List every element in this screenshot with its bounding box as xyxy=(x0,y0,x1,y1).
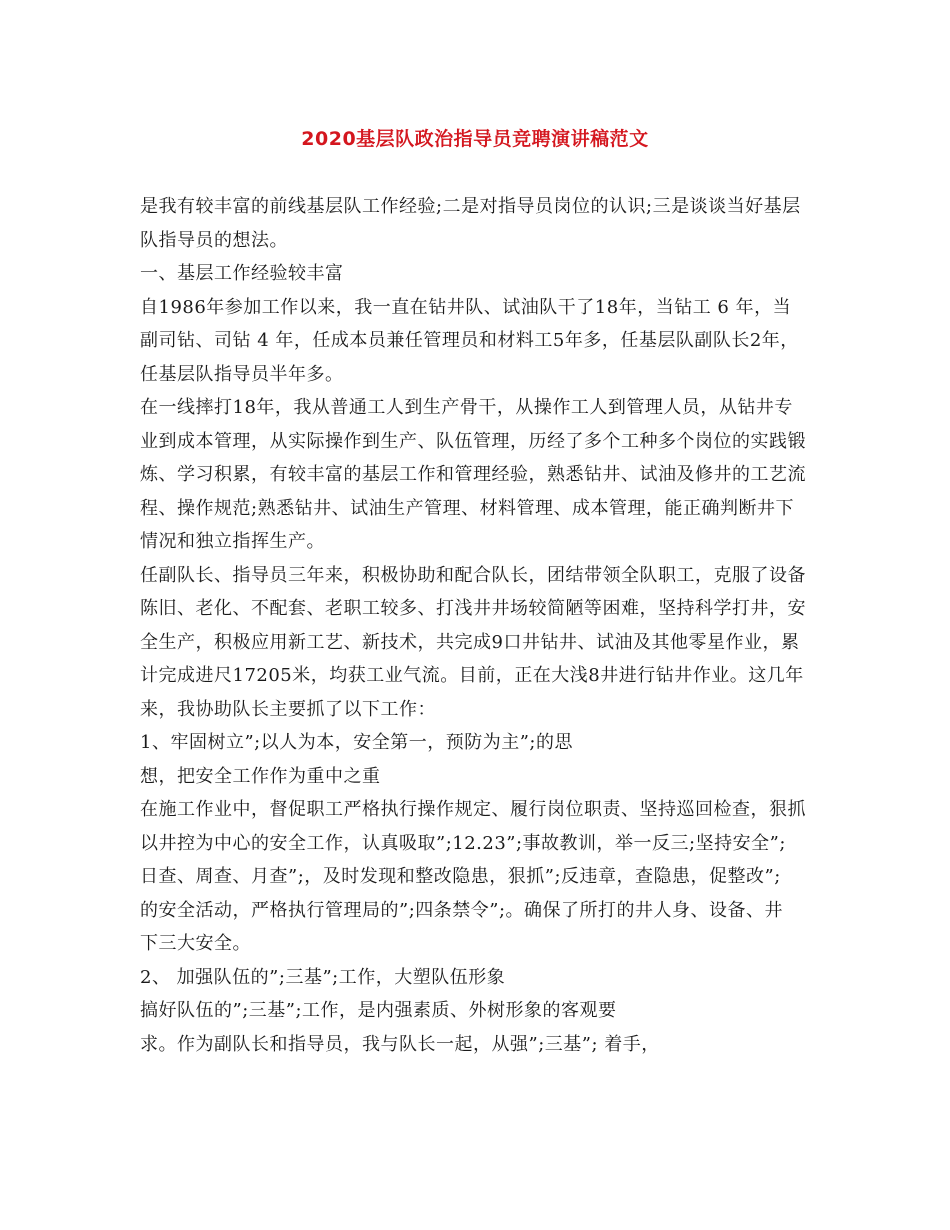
body-line: 陈旧、老化、不配套、老职工较多、打浅井井场较简陋等困难，坚持科学打井，安 xyxy=(140,598,806,619)
body-line: 在一线摔打18年，我从普通工人到生产骨干，从操作工人到管理人员，从钻井专 xyxy=(140,397,793,418)
body-line: 业到成本管理，从实际操作到生产、队伍管理，历经了多个工种多个岗位的实践锻 xyxy=(140,430,806,452)
body-line: 日查、周查、月查”;，及时发现和整改隐患，狠抓”;反违章，查隐患，促整改”; xyxy=(140,866,781,887)
body-line: 情况和独立指挥生产。 xyxy=(140,531,325,552)
body-line: 任副队长、指导员三年来，积极协助和配合队长，团结带领全队职工，克服了设备 xyxy=(140,564,806,586)
body-line: 求。作为副队长和指导员，我与队长一起，从强”;三基”; 着手， xyxy=(140,1033,660,1055)
list-item-heading: 1、牢固树立”;以人为本，安全第一，预防为主”;的思 xyxy=(140,732,573,753)
body-line: 在施工作业中，督促职工严格执行操作规定、履行岗位职责、坚持巡回检查，狠抓 xyxy=(140,799,806,820)
list-item-heading: 2、 加强队伍的”;三基”;工作，大塑队伍形象 xyxy=(140,966,506,988)
body-line: 自1986年参加工作以来，我一直在钻井队、试油队干了18年，当钻工 6 年，当 xyxy=(140,296,792,318)
body-line: 的安全活动，严格执行管理局的”;四条禁令”;。确保了所打的井人身、设备、井 xyxy=(140,899,784,921)
body-line: 队指导员的想法。 xyxy=(140,229,288,251)
body-line: 全生产，积极应用新工艺、新技术，共完成9口井钻井、试油及其他零星作业，累 xyxy=(140,631,800,653)
body-line: 计完成进尺17205米，均获工业气流。目前，正在大浅8井进行钻井作业。这几年 xyxy=(140,665,804,686)
body-line: 想，把安全工作作为重中之重 xyxy=(140,765,381,787)
body-line: 以井控为中心的安全工作，认真吸取”;12.23”;事故教训，举一反三;坚持安全”; xyxy=(140,832,786,854)
body-line: 任基层队指导员半年多。 xyxy=(140,363,344,385)
body-line: 副司钻、司钻 4 年，任成本员兼任管理员和材料工5年多，任基层队副队长2年， xyxy=(140,330,799,351)
document-title: 2020基层队政治指导员竞聘演讲稿范文 xyxy=(301,128,649,150)
body-line: 炼、学习积累，有较丰富的基层工作和管理经验，熟悉钻井、试油及修井的工艺流 xyxy=(140,464,806,485)
document-body xyxy=(140,190,830,1061)
section-heading: 一、基层工作经验较丰富 xyxy=(140,263,344,284)
body-line: 程、操作规范;熟悉钻井、试油生产管理、材料管理、成本管理，能正确判断井下 xyxy=(140,497,795,519)
body-line: 来，我协助队长主要抓了以下工作： xyxy=(140,698,436,720)
body-line: 搞好队伍的”;三基”;工作，是内强素质、外树形象的客观要 xyxy=(140,1000,617,1021)
body-line: 是我有较丰富的前线基层队工作经验;二是对指导员岗位的认识;三是谈谈当好基层 xyxy=(140,196,801,217)
body-line: 下三大安全。 xyxy=(140,933,251,954)
